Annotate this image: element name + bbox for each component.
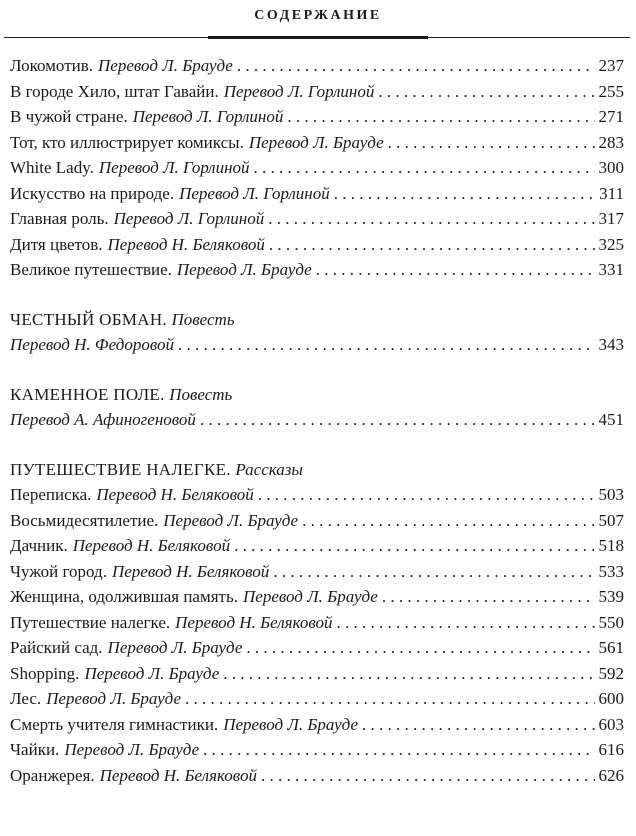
entry-translator: Перевод Л. Горлиной: [132, 107, 284, 126]
entry-leader-dots: [246, 638, 594, 658]
toc-entry: [10, 766, 624, 792]
entry-translator: Перевод Н. Беляковой: [107, 234, 265, 254]
entry-translator: Перевод Л. Брауде: [84, 663, 220, 683]
entry-translator: Перевод Н. Федоровой: [10, 335, 174, 354]
entry-page-number: 616: [598, 740, 624, 759]
entry-leader-dots: [302, 511, 594, 531]
entry-title: Shopping.: [10, 663, 80, 683]
entry-title: Смерть учителя гимнастики.: [10, 714, 219, 734]
entry-leader-dots: [273, 562, 594, 582]
toc-entry: [10, 410, 624, 436]
entry-leader-dots: [362, 715, 594, 735]
toc-entry: [10, 664, 624, 690]
toc-entry: [10, 689, 624, 715]
entry-page-number: 300: [598, 158, 624, 177]
section-kind: Рассказы: [235, 459, 303, 479]
entry-leader-dots: [382, 587, 595, 607]
entry-page-number: 550: [598, 612, 624, 632]
entry-leader-dots: [337, 613, 595, 633]
entry-page-number: 255: [598, 81, 624, 101]
entry-page-number: 325: [598, 234, 624, 254]
entry-leader-dots: [378, 82, 594, 102]
entry-page-number: 533: [598, 561, 624, 581]
entry-page-number: 600: [598, 689, 624, 708]
entry-page-number: 539: [598, 587, 624, 606]
entry-leader-dots: [268, 209, 594, 229]
toc-entry: [10, 485, 624, 511]
toc-group-collection: [10, 485, 624, 791]
entry-translator: Перевод Н. Беляковой: [175, 612, 333, 632]
section-heading: [10, 310, 624, 336]
toc-entry: [10, 56, 624, 82]
toc-entry: [10, 184, 624, 210]
toc-entry: [10, 638, 624, 664]
entry-translator: Перевод Л. Горлиной: [179, 183, 330, 203]
entry-page-number: 237: [598, 56, 624, 75]
entry-title: Чужой город.: [10, 561, 107, 581]
entry-page-number: 603: [598, 714, 624, 734]
entry-page-number: 451: [598, 410, 624, 429]
entry-translator: Перевод Н. Беляковой: [111, 561, 270, 581]
toc-entry: [10, 335, 624, 361]
page-title: СОДЕРЖАНИЕ: [254, 8, 382, 23]
section-name: ЧЕСТНЫЙ ОБМАН.: [10, 309, 167, 329]
entry-translator: Перевод Л. Брауде: [163, 510, 299, 530]
header-rule-accent: [208, 36, 428, 39]
table-of-contents: [10, 56, 624, 791]
toc-group-stories: [10, 56, 624, 286]
entry-title: Путешествие налегке.: [10, 612, 171, 632]
entry-page-number: 311: [599, 183, 624, 203]
entry-translator: Перевод Л. Брауде: [243, 587, 378, 606]
toc-entry: [10, 613, 624, 639]
entry-translator: Перевод Н. Беляковой: [96, 485, 254, 504]
entry-title: Дитя цветов.: [10, 234, 103, 254]
entry-translator: Перевод Л. Брауде: [98, 56, 233, 75]
entry-title: Искусство на природе.: [10, 183, 175, 203]
entry-leader-dots: [203, 740, 594, 760]
entry-leader-dots: [185, 689, 594, 709]
entry-page-number: 503: [598, 485, 624, 504]
toc-entry: [10, 715, 624, 741]
entry-page-number: 507: [598, 510, 624, 530]
entry-title: Локомотив.: [10, 56, 94, 75]
entry-title: Чайки.: [10, 740, 60, 759]
entry-page-number: 271: [598, 107, 624, 126]
entry-translator: Перевод Л. Брауде: [248, 132, 384, 152]
entry-title: Восьмидесятилетие.: [10, 510, 159, 530]
entry-title: В городе Хило, штат Гавайи.: [10, 81, 219, 101]
section-kind: Повесть: [171, 309, 235, 329]
entry-translator: Перевод Л. Брауде: [107, 638, 243, 657]
section-kind: Повесть: [169, 384, 233, 404]
entry-title: Лес.: [10, 689, 42, 708]
section-name: КАМЕННОЕ ПОЛЕ.: [10, 384, 165, 404]
entry-leader-dots: [316, 260, 595, 280]
entry-leader-dots: [334, 184, 595, 204]
entry-translator: Перевод Л. Брауде: [223, 714, 359, 734]
entry-leader-dots: [261, 766, 595, 786]
entry-page-number: 283: [598, 132, 624, 152]
entry-leader-dots: [287, 107, 594, 127]
entry-translator: Перевод Л. Горлиной: [223, 81, 375, 101]
entry-page-number: 561: [598, 638, 624, 657]
entry-title: Главная роль.: [10, 209, 109, 228]
entry-leader-dots: [178, 335, 595, 355]
toc-entry: [10, 235, 624, 261]
entry-translator: Перевод Л. Брауде: [46, 689, 182, 708]
entry-leader-dots: [258, 485, 595, 505]
section-name: ПУТЕШЕСТВИЕ НАЛЕГКЕ.: [10, 459, 231, 479]
toc-entry: [10, 260, 624, 286]
entry-leader-dots: [269, 235, 595, 255]
toc-entry: [10, 107, 624, 133]
entry-page-number: 343: [598, 335, 624, 354]
toc-entry: [10, 158, 624, 184]
entry-title: Райский сад.: [10, 638, 103, 657]
entry-page-number: 518: [598, 536, 624, 555]
toc-entry: [10, 587, 624, 613]
section-heading: [10, 460, 624, 486]
entry-translator: Перевод Л. Горлиной: [113, 209, 265, 228]
entry-page-number: 626: [598, 765, 624, 785]
entry-leader-dots: [234, 536, 594, 556]
entry-title: Оранжерея.: [10, 765, 95, 785]
toc-entry: [10, 511, 624, 537]
toc-entry: [10, 209, 624, 235]
toc-entry: [10, 536, 624, 562]
entry-leader-dots: [223, 664, 594, 684]
entry-title: White Lady.: [10, 158, 94, 177]
entry-page-number: 317: [598, 209, 624, 228]
section-heading: [10, 385, 624, 411]
entry-translator: Перевод Л. Горлиной: [98, 158, 250, 177]
entry-translator: Перевод Н. Беляковой: [72, 536, 231, 555]
entry-leader-dots: [200, 410, 595, 430]
entry-title: Великое путешествие.: [10, 260, 172, 279]
toc-entry: [10, 562, 624, 588]
entry-title: Переписка.: [10, 485, 92, 504]
entry-title: В чужой стране.: [10, 107, 128, 126]
entry-title: Женщина, одолжившая память.: [10, 587, 238, 606]
entry-title: Дачник.: [10, 536, 68, 555]
entry-title: Тот, кто иллюстрирует комиксы.: [10, 132, 244, 152]
toc-entry: [10, 82, 624, 108]
entry-translator: Перевод Л. Брауде: [64, 740, 200, 759]
entry-leader-dots: [254, 158, 595, 178]
entry-page-number: 592: [598, 663, 624, 683]
entry-translator: Перевод Л. Брауде: [176, 260, 312, 279]
toc-entry: [10, 133, 624, 159]
entry-leader-dots: [388, 133, 595, 153]
entry-translator: Перевод А. Афиногеновой: [10, 410, 196, 429]
entry-leader-dots: [237, 56, 595, 76]
entry-translator: Перевод Н. Беляковой: [99, 765, 257, 785]
toc-entry: [10, 740, 624, 766]
entry-page-number: 331: [598, 260, 624, 279]
